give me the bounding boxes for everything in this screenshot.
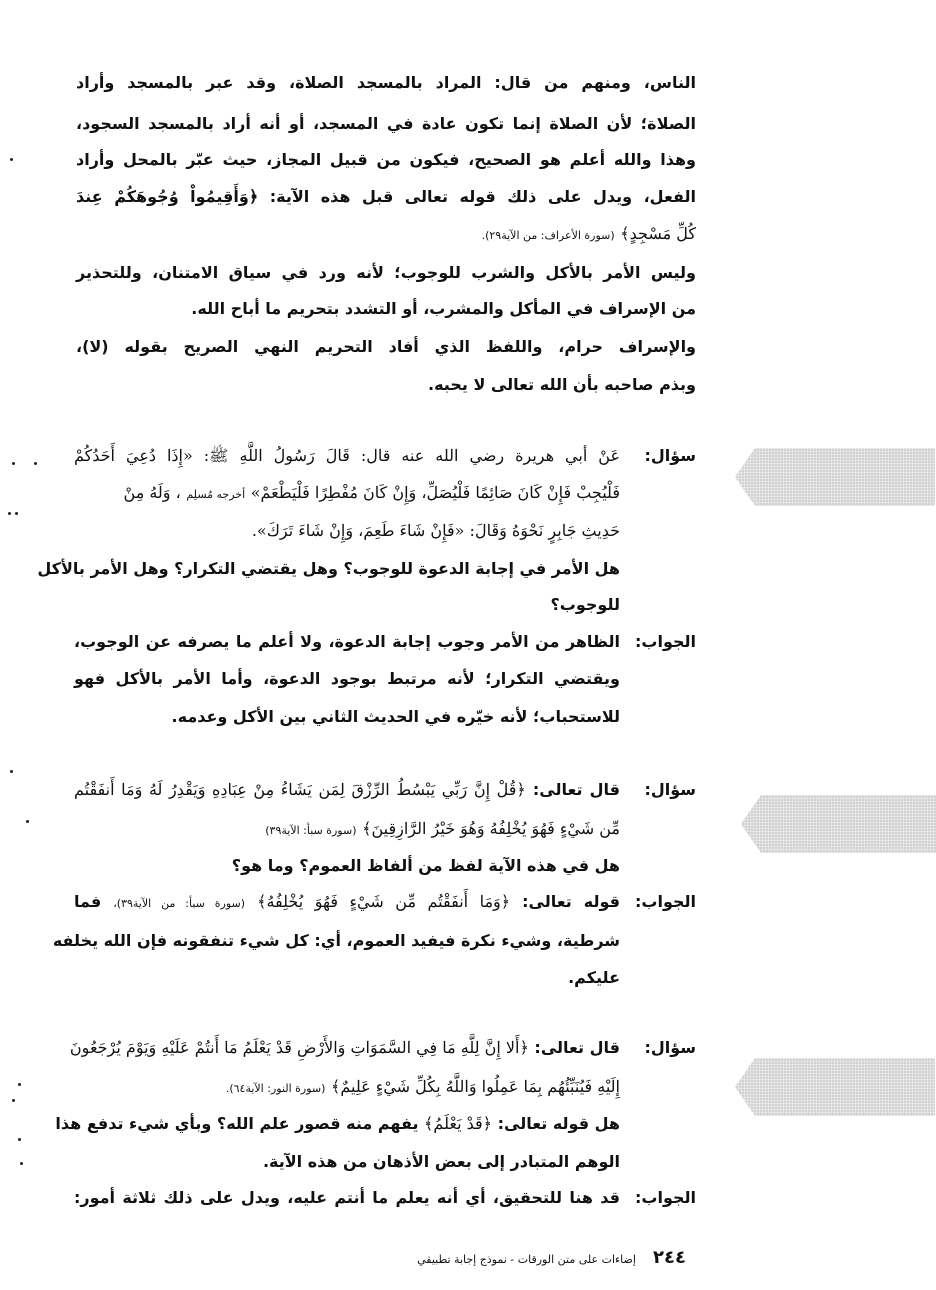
hadith-source: أخرجه مُسلِم <box>186 488 246 501</box>
question-line <box>74 1076 620 1100</box>
scan-speck <box>34 462 37 465</box>
scan-speck <box>18 1138 21 1141</box>
answer-label: الجواب: <box>634 632 696 651</box>
answer-label: الجواب: <box>634 1188 696 1207</box>
question-line: للوجوب؟ <box>550 595 620 614</box>
body-line: وهذا والله أعلم هو الصحيح، فيكون من قبيل المجاز، حيث عبّر بالمحل وأراد <box>76 150 696 169</box>
scan-speck <box>18 1083 21 1086</box>
margin-tab <box>735 448 935 506</box>
scan-speck <box>26 820 29 823</box>
page-footer <box>417 1247 686 1268</box>
answer-line: الظاهر من الأمر وجوب إجابة الدعوة، ولا أعلم ما يصرفه عن الوجوب، <box>74 632 620 651</box>
quran-quote: ﴿وَمَا أَنفَقْتُم مِّن شَيْءٍ فَهُوَ يُخْلِفُهُ﴾ <box>257 892 511 911</box>
question-line <box>69 1037 620 1059</box>
body-line: والإسراف حرام، واللفظ الذي أفاد التحريم النهي الصريح بقوله (لا)، <box>76 337 696 356</box>
hadith-text: فَلْيُجِبْ فَإِنْ كَانَ صَائِمًا فَلْيُصَلِّ، وَإِنْ كَانَ مُفْطِرًا فَلْيَطْعَمْ» <box>250 483 620 502</box>
scan-speck <box>15 512 18 515</box>
question-text: يفهم منه قصور علم الله؟ وبأي شيء تدفع هذا <box>55 1114 419 1133</box>
answer-line <box>74 891 620 915</box>
page-number: ٢٤٤ <box>653 1247 686 1268</box>
scan-speck <box>8 512 11 515</box>
answer-line: قد هنا للتحقيق، أي أنه يعلم ما أنتم عليه، ويدل على ذلك ثلاثة أمور: <box>74 1188 620 1207</box>
scan-speck <box>10 158 13 161</box>
question-line: هل في هذه الآية لفظ من ألفاظ العموم؟ وما هو؟ <box>231 856 620 875</box>
scan-speck <box>12 462 15 465</box>
question-line <box>74 779 620 801</box>
quran-quote: كُلِّ مَسْجِدٍ﴾ <box>620 224 696 243</box>
hadith-text: حَدِيثِ جَابِرٍ نَحْوَهُ وَقَالَ: «فَإِنْ شَاءَ طَعِمَ، وَإِنْ شَاءَ تَرَكَ». <box>251 521 620 540</box>
answer-line: ويقتضي التكرار؛ لأنه مرتبط بوجود الدعوة، وأما الأمر بالأكل فهو <box>74 669 620 688</box>
margin-tab <box>741 795 936 853</box>
surah-reference: (سورة النور: الآية٦٤). <box>225 1082 326 1095</box>
question-line <box>74 818 620 842</box>
question-label: سؤال: <box>644 1038 696 1057</box>
answer-line: شرطية، وشيء نكرة فيفيد العموم، أي: كل شيء تنفقونه فإن الله يخلفه <box>52 931 620 950</box>
body-line: من الإسراف في المأكل والمشرب، أو التشدد بتحريم ما أباح الله. <box>191 299 696 318</box>
body-line <box>482 223 696 247</box>
answer-label: الجواب: <box>634 892 696 911</box>
question-line <box>74 482 620 506</box>
question-label: سؤال: <box>644 780 696 799</box>
answer-text: فما <box>74 892 102 911</box>
body-line: الناس، ومنهم من قال: المراد بالمسجد الصلاة، وقد عبر بالمسجد وأراد <box>76 73 696 92</box>
question-line <box>55 1113 620 1135</box>
hadith-text: ، وَلَهُ مِنْ <box>123 483 181 502</box>
question-line: الوهم المتبادر إلى بعض الأذهان من هذه الآية. <box>262 1152 620 1171</box>
body-line: الفعل، ويدل على ذلك قوله تعالى قبل هذه الآية: ﴿وَأَقِيمُواْ وُجُوهَكُمْ عِندَ <box>76 187 696 206</box>
scan-speck <box>12 1099 15 1102</box>
margin-tab <box>735 1058 935 1116</box>
quran-quote: ﴿قَدْ يَعْلَمُ﴾ <box>424 1114 493 1133</box>
question-text: هل قوله تعالى: <box>497 1114 620 1133</box>
answer-line: للاستحباب؛ لأنه خيّره في الحديث الثاني بين الأكل وعدمه. <box>171 707 620 726</box>
body-line: وليس الأمر بالأكل والشرب للوجوب؛ لأنه ورد في سياق الامتنان، وللتحذير <box>76 263 696 282</box>
surah-reference: (سورة سبأ: من الآية٣٩)، <box>113 897 246 910</box>
question-label: سؤال: <box>644 446 696 465</box>
body-line: الصلاة؛ لأن الصلاة إنما تكون عادة في المسجد، أو أنه أراد بالمسجد السجود، <box>76 114 696 133</box>
question-intro: قال تعالى: <box>532 780 621 799</box>
quran-quote: مِّن شَيْءٍ فَهُوَ يُخْلِفُهُ وَهُوَ خَيْرُ الرَّازِقِينَ﴾ <box>362 819 620 838</box>
book-title: إضاءات على متن الورقات - نموذج إجابة تطبيقي <box>417 1253 636 1266</box>
hadith-text: عَنْ أبي هريرة رضي الله عنه قال: قَالَ رَسُولُ اللَّهِ ﷺ: «إِذَا دُعِيَ أَحَدُكُمْ <box>74 446 620 465</box>
surah-reference: (سورة سبأ: الآية٣٩) <box>265 824 357 837</box>
quran-quote: ﴿قُلْ إِنَّ رَبِّي يَبْسُطُ الرِّزْقَ لِمَن يَشَاءُ مِنْ عِبَادِهِ وَيَقْدِرُ لَهُ وَمَا أَنفَقْتُم <box>74 780 526 799</box>
answer-intro: قوله تعالى: <box>522 892 620 911</box>
question-line: هل الأمر في إجابة الدعوة للوجوب؟ وهل يقتضي التكرار؟ وهل الأمر بالأكل <box>37 559 620 578</box>
quran-quote: إِلَيْهِ فَيُنَبِّئُهُم بِمَا عَمِلُوا وَاللَّهُ بِكُلِّ شَيْءٍ عَلِيمٌ﴾ <box>331 1077 620 1096</box>
body-line: وبذم صاحبه بأن الله تعالى لا يحبه. <box>428 375 696 394</box>
answer-line: عليكم. <box>568 968 620 987</box>
question-line <box>74 445 620 467</box>
scan-speck <box>10 770 13 773</box>
quran-quote: ﴿أَلا إِنَّ لِلَّهِ مَا فِي السَّمَوَاتِ وَالأَرْضِ قَدْ يَعْلَمُ مَا أَنتُمْ عَلَيْهِ وَيَوْمَ يُرْجَعُونَ <box>69 1038 529 1057</box>
question-intro: قال تعالى: <box>534 1038 620 1057</box>
surah-reference: (سورة الأعراف: من الآية٢٩). <box>481 229 615 242</box>
scan-speck <box>20 1162 23 1165</box>
question-line <box>74 520 620 542</box>
